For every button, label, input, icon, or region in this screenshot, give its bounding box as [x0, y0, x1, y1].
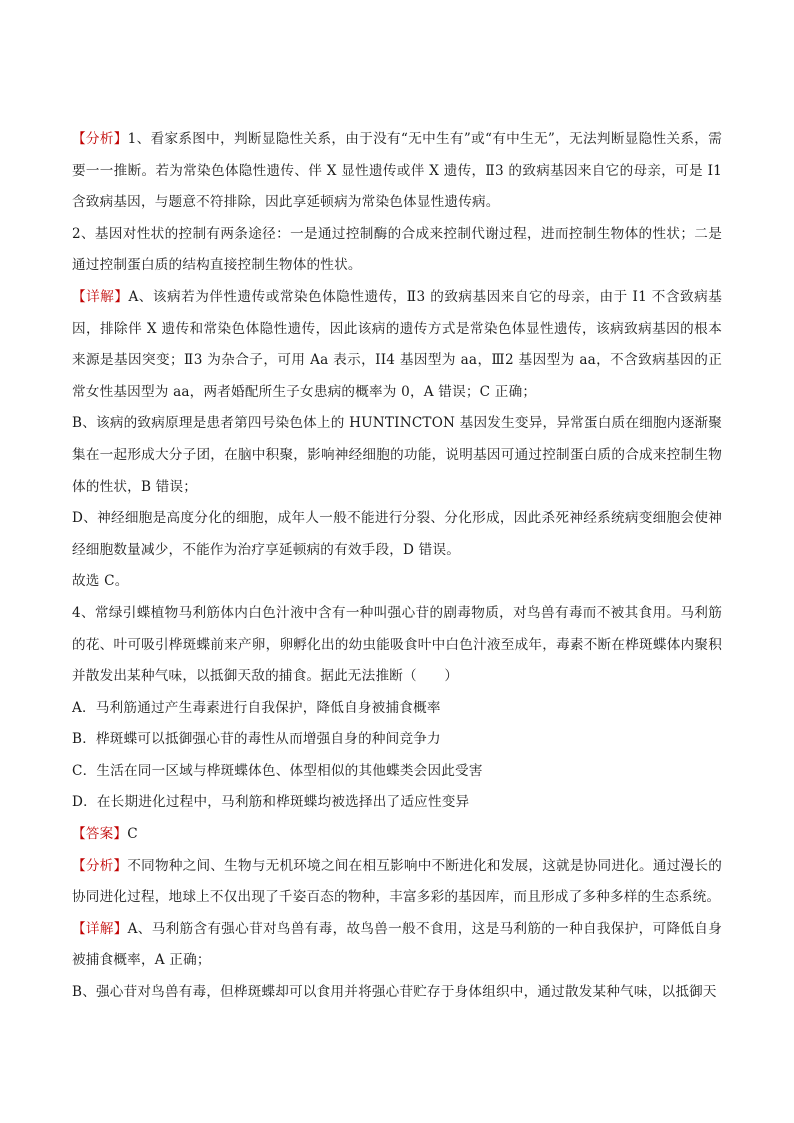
- option-text: D．在长期进化过程中，马利筋和桦斑蝶均被选择出了适应性变异: [72, 794, 470, 811]
- paragraph-text: A、该病若为伴性遗传或常染色体隐性遗传，Ⅱ3 的致病基因来自它的母亲，由于 I1 不含致病基因，排除伴 X 遗传和常染色体隐性遗传，因此该病的遗传方式是常染色体显性遗传，该病致病基因的根本来源是基因突变；Ⅱ3 为杂合子，可用 Aa 表示，II4 基因型为 aa，Ⅲ2 基因型为 aa，不含致病基因的正常女性基因型为 aa，两者婚配所生子女患病的概率为 0，A 错误；C 正确；: [72, 288, 722, 400]
- detail-paragraph-a2: [72, 914, 722, 977]
- question-4-option-c: [72, 756, 722, 788]
- answer-value: C: [127, 826, 138, 843]
- detail-tag: 【详解】: [72, 288, 129, 305]
- question-4-stem: [72, 598, 722, 693]
- answer-line: [72, 819, 722, 851]
- paragraph-text: B、该病的致病原理是患者第四号染色体上的 HUNTINCTON 基因发生变异，异常蛋白质在细胞内逐渐聚集在一起形成大分子团，在脑中积聚，影响神经细胞的功能，说明基因可通过控制蛋白质的合成来控制生物体的性状，B 错误；: [72, 415, 722, 495]
- analysis-paragraph-3: [72, 851, 722, 914]
- paragraph-text: 不同物种之间、生物与无机环境之间在相互影响中不断进化和发展，这就是协同进化。通过漫长的协同进化过程，地球上不仅出现了千姿百态的物种，丰富多彩的基因库，而且形成了多种多样的生态系统。: [72, 857, 722, 906]
- paragraph-text: D、神经细胞是高度分化的细胞，成年人一般不能进行分裂、分化形成，因此杀死神经系统病变细胞会使神经细胞数量减少，不能作为治疗享延顿病的有效手段，D 错误。: [72, 510, 722, 558]
- detail-paragraph-a: [72, 282, 722, 408]
- detail-paragraph-b2: [72, 977, 722, 1009]
- paragraph-text: B、强心苷对鸟兽有毒，但桦斑蝶却可以食用并将强心苷贮存于身体组织中，通过散发某种气味，以抵御天: [72, 984, 717, 1001]
- question-4-option-b: [72, 724, 722, 756]
- option-text: C．生活在同一区域与桦斑蝶体色、体型相似的其他蝶类会因此受害: [72, 762, 483, 779]
- paragraph-text: 1、看家系图中，判断显隐性关系，由于没有“无中生有”或“有中生无”，无法判断显隐性关系，需要一一推断。若为常染色体隐性遗传、伴 X 显性遗传或伴 X 遗传，Ⅱ3 的致病基因来自它的母亲，可是 I1 含致病基因，与题意不符排除，因此享延顿病为常染色体显性遗传病。: [72, 131, 722, 211]
- document-page: [72, 124, 722, 1009]
- analysis-tag: 【分析】: [72, 131, 128, 147]
- analysis-paragraph-1: [72, 124, 722, 219]
- detail-tag: 【详解】: [72, 920, 128, 937]
- answer-tag: 【答案】: [72, 826, 128, 843]
- detail-paragraph-d: [72, 503, 722, 566]
- analysis-paragraph-2: [72, 219, 722, 282]
- option-text: B．桦斑蝶可以抵御强心苷的毒性从而增强自身的种间竞争力: [72, 731, 441, 748]
- analysis-tag: 【分析】: [72, 857, 128, 874]
- paragraph-text: A、马利筋含有强心苷对鸟兽有毒，故鸟兽一般不食用，这是马利筋的一种自我保护，可降低自身被捕食概率，A 正确；: [72, 920, 722, 969]
- question-4-option-a: [72, 693, 722, 725]
- choice-conclusion: [72, 566, 722, 598]
- paragraph-text: 故选 C。: [72, 573, 129, 590]
- paragraph-text: 4、常绿引蝶植物马利筋体内白色汁液中含有一种叫强心苷的剧毒物质，对鸟兽有毒而不被其食用。马利筋的花、叶可吸引桦斑蝶前来产卵，卵孵化出的幼虫能吸食叶中白色汁液至成年，毒素不断在桦斑蝶体内聚积并散发出某种气味，以抵御天敌的捕食。据此无法推断（ ）: [72, 604, 722, 685]
- detail-paragraph-b: [72, 408, 722, 503]
- paragraph-text: 2、基因对性状的控制有两条途径：一是通过控制酶的合成来控制代谢过程，进而控制生物体的性状；二是通过控制蛋白质的结构直接控制生物体的性状。: [72, 225, 722, 274]
- question-4-option-d: [72, 787, 722, 819]
- option-text: A．马利筋通过产生毒素进行自我保护，降低自身被捕食概率: [72, 699, 441, 716]
